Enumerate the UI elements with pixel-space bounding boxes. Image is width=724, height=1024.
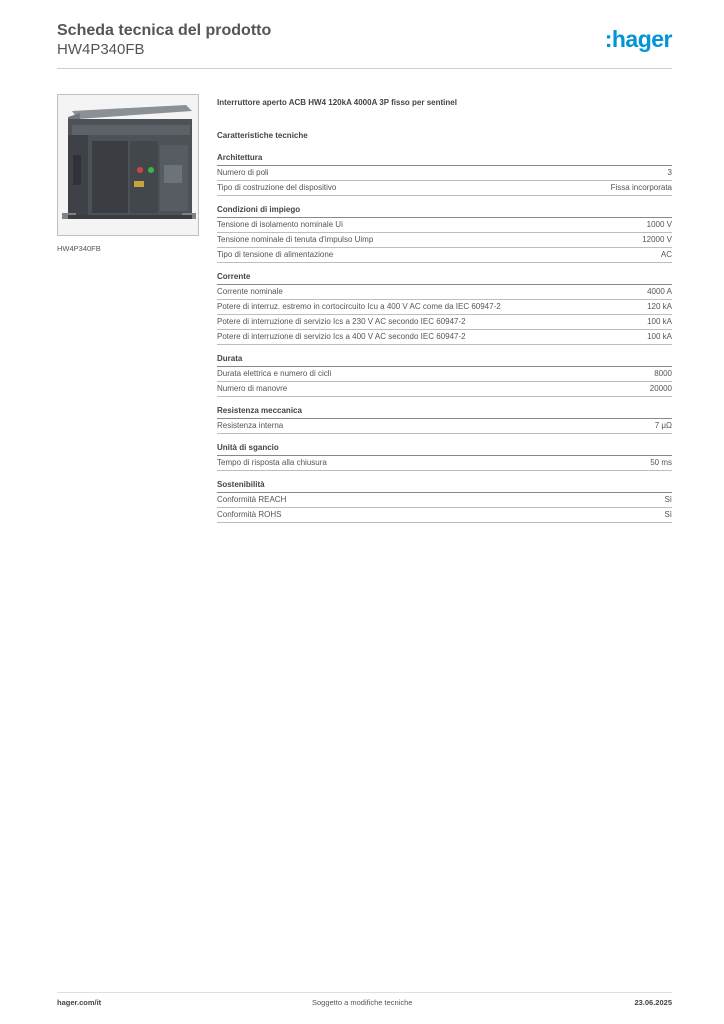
spec-row: [217, 233, 672, 248]
section-title: Durata: [217, 352, 672, 367]
spec-value: 3: [667, 168, 672, 177]
spec-value: 20000: [649, 384, 672, 393]
spec-value: Sì: [664, 510, 672, 519]
spec-label: Tipo di costruzione del dispositivo: [217, 183, 337, 192]
spec-row: [217, 315, 672, 330]
spec-label: Potere di interruzione di servizio Ics a 230 V AC secondo IEC 60947-2: [217, 317, 466, 326]
spec-section: [217, 151, 672, 196]
footer-divider: [57, 992, 672, 993]
spec-row: [217, 382, 672, 397]
header-divider: [57, 68, 672, 69]
section-title: Sostenibilità: [217, 478, 672, 493]
spec-label: Potere di interruzione di servizio Ics a 400 V AC secondo IEC 60947-2: [217, 332, 466, 341]
spec-row: [217, 456, 672, 471]
spec-label: Resistenza interna: [217, 421, 284, 430]
footer-date: 23.06.2025: [634, 998, 672, 1007]
spec-label: Tempo di risposta alla chiusura: [217, 458, 327, 467]
air-circuit-breaker-image: [58, 95, 198, 235]
page-title: Scheda tecnica del prodotto: [57, 22, 272, 39]
spec-label: Tensione di isolamento nominale Ui: [217, 220, 343, 229]
spec-value: 7 μΩ: [654, 421, 672, 430]
section-title: Unità di sgancio: [217, 441, 672, 456]
spec-sections: [217, 151, 672, 523]
spec-heading: Caratteristiche tecniche: [217, 131, 308, 140]
spec-value: 50 ms: [650, 458, 672, 467]
spec-value: Sì: [664, 495, 672, 504]
section-title: Architettura: [217, 151, 672, 166]
spec-content: [217, 96, 672, 523]
spec-row: [217, 166, 672, 181]
product-code: HW4P340FB: [57, 41, 145, 58]
spec-row: [217, 330, 672, 345]
spec-label: Conformità REACH: [217, 495, 287, 504]
spec-label: Tensione nominale di tenuta d'impulso Uimp: [217, 235, 374, 244]
spec-value: 100 kA: [647, 332, 672, 341]
section-title: Corrente: [217, 270, 672, 285]
spec-row: [217, 285, 672, 300]
spec-row: [217, 300, 672, 315]
spec-section: [217, 352, 672, 397]
spec-label: Tipo di tensione di alimentazione: [217, 250, 334, 259]
spec-value: 8000: [654, 369, 672, 378]
spec-row: [217, 508, 672, 523]
footer-disclaimer: Soggetto a modifiche tecniche: [312, 998, 413, 1007]
spec-row: [217, 419, 672, 434]
spec-label: Corrente nominale: [217, 287, 283, 296]
spec-label: Numero di manovre: [217, 384, 288, 393]
spec-section: [217, 478, 672, 523]
spec-row: [217, 367, 672, 382]
section-title: Resistenza meccanica: [217, 404, 672, 419]
footer-website-link[interactable]: hager.com/it: [57, 998, 102, 1007]
spec-row: [217, 248, 672, 263]
spec-section: [217, 270, 672, 345]
product-description: Interruttore aperto ACB HW4 120kA 4000A 3P fisso per sentinel: [217, 98, 457, 107]
spec-section: [217, 404, 672, 434]
spec-label: Numero di poli: [217, 168, 269, 177]
spec-label: Potere di interruz. estremo in cortocircuito Icu a 400 V AC come da IEC 60947-2: [217, 302, 501, 311]
spec-value: 1000 V: [646, 220, 672, 229]
section-title: Condizioni di impiego: [217, 203, 672, 218]
spec-label: Conformità ROHS: [217, 510, 282, 519]
product-image: [57, 94, 199, 236]
spec-row: [217, 493, 672, 508]
spec-label: Durata elettrica e numero di cicli: [217, 369, 332, 378]
spec-row: [217, 218, 672, 233]
spec-section: [217, 441, 672, 471]
spec-value: AC: [660, 250, 672, 259]
spec-value: 12000 V: [642, 235, 672, 244]
spec-value: 120 kA: [647, 302, 672, 311]
spec-section: [217, 203, 672, 263]
hager-logo[interactable]: :hager: [604, 26, 672, 52]
page-header: [57, 20, 672, 68]
product-image-caption: HW4P340FB: [57, 244, 101, 253]
spec-value: 4000 A: [647, 287, 672, 296]
spec-value: Fissa incorporata: [610, 183, 672, 192]
spec-row: [217, 181, 672, 196]
spec-value: 100 kA: [647, 317, 672, 326]
